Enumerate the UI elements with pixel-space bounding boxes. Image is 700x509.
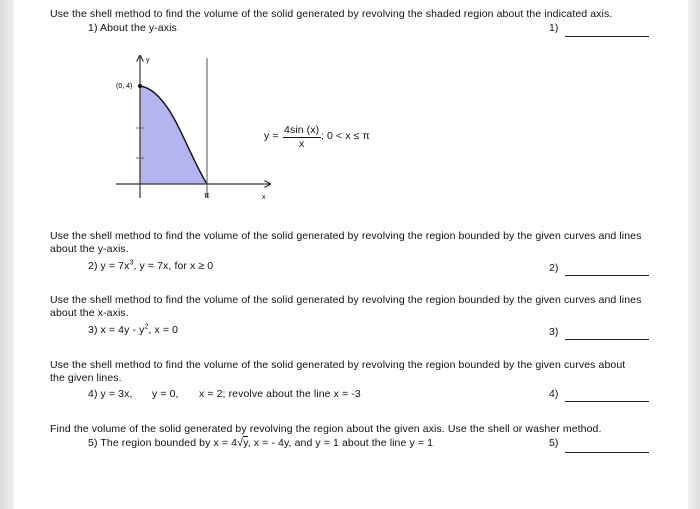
equation-denominator: x <box>299 138 305 150</box>
equation-lhs: y = <box>264 130 279 142</box>
shaded-region <box>140 86 207 184</box>
q4-part-a: 4) y = 3x, <box>88 388 133 400</box>
q2-answer-number: 2) <box>549 262 559 274</box>
q2-answer-blank[interactable] <box>565 275 649 276</box>
equation-numerator: 4sin (x) <box>284 124 320 136</box>
q1-label: 1) About the y-axis <box>88 22 177 34</box>
q4-answer-blank[interactable] <box>565 401 649 402</box>
section3-instructions: Use the shell method to find the volume of the solid generated by revolving the region bounded by the given curves and lines about the x-axis. <box>50 294 642 319</box>
q5-answer-blank[interactable] <box>565 452 649 453</box>
q4-part-c: x = 2; revolve about the line x = -3 <box>199 388 361 400</box>
section5-instructions: Find the volume of the solid generated by revolving the region about the given axis. Use the shell or washer method. <box>50 423 602 435</box>
q3-label: 3) $x = 4y - y^2$, x = 0 <box>88 323 179 336</box>
q4-answer-number: 4) <box>549 388 559 400</box>
q5-label: 5) The region bounded by x = 4√y, x = - 4y, and y = 1 about the line y = 1 <box>88 437 434 449</box>
q1-graph <box>100 48 400 208</box>
point-0-4 <box>138 84 142 88</box>
q1-answer-number: 1) <box>549 22 559 34</box>
q3-answer-blank[interactable] <box>565 339 649 340</box>
intro-text: Use the shell method to find the volume of the solid generated by revolving the shaded region about the indicated axis. <box>50 8 613 20</box>
section2-instructions: Use the shell method to find the volume of the solid generated by revolving the region bounded by the given curves and lines about the y-axis. <box>50 230 642 255</box>
q4-part-b: y = 0, <box>152 388 179 400</box>
q1-answer-blank[interactable] <box>565 36 649 37</box>
q3-answer-number: 3) <box>549 326 559 338</box>
x-axis-label: x <box>262 194 266 201</box>
q2-label: 2) $y = 7x^3$, y = 7x, for x ≥ 0 <box>88 259 214 272</box>
equation-domain: ; 0 < x ≤ π <box>321 130 370 142</box>
pi-tick-label: π <box>204 191 210 200</box>
y-axis-label: y <box>146 57 150 64</box>
section4-instructions: Use the shell method to find the volume of the solid generated by revolving the region bounded by the given curves about the given lines. <box>50 359 626 384</box>
right-margin <box>688 0 700 509</box>
q5-answer-number: 5) <box>549 437 559 449</box>
point-label: (0, 4) <box>116 83 133 90</box>
left-margin <box>0 0 14 509</box>
